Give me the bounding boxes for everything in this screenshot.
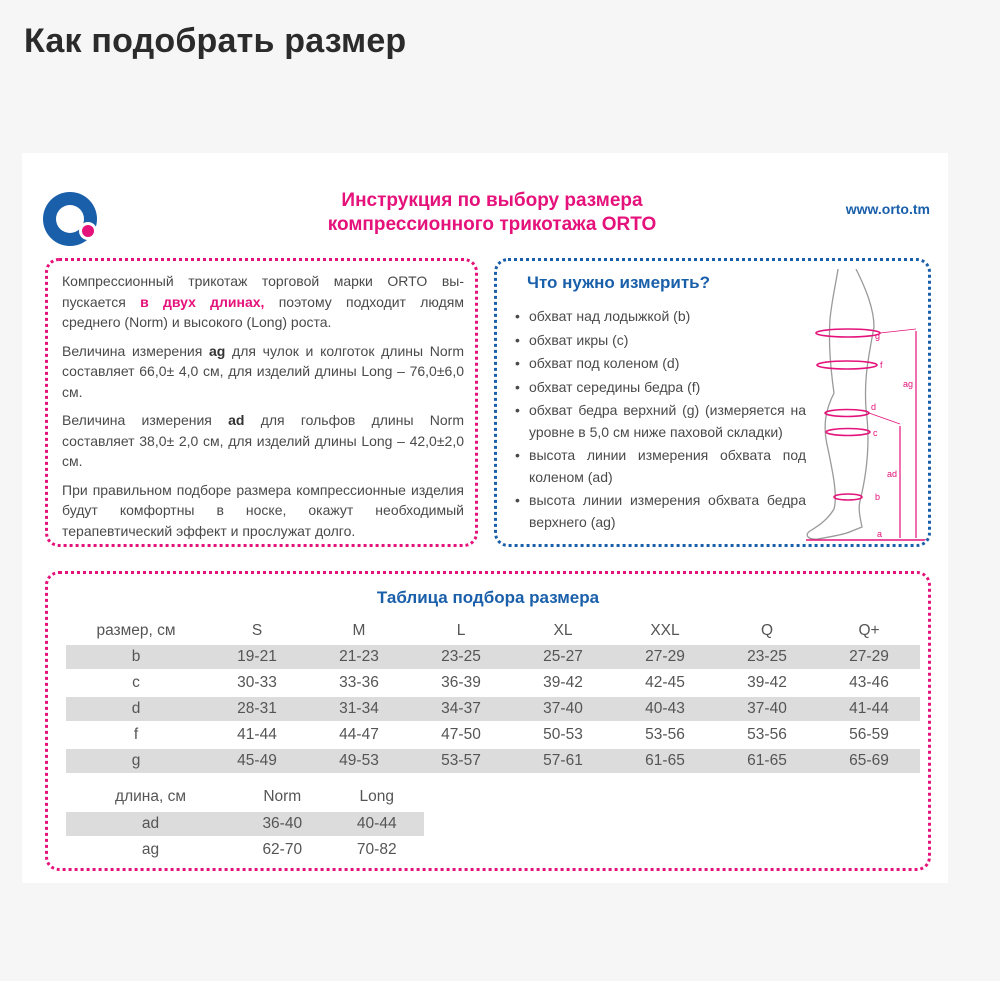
table-cell: 41-44 <box>818 696 920 722</box>
label-a: a <box>877 529 883 539</box>
size-header-cell: Q+ <box>858 621 880 639</box>
measure-list <box>511 306 806 535</box>
table-row <box>66 644 920 670</box>
table-cell: 39-42 <box>512 670 614 696</box>
measure-item: • высота линии измерения обхвата под коленом (ad) <box>511 445 806 488</box>
instruction-title-line1: Инструкция по выбору размера <box>341 190 643 211</box>
measure-box <box>494 258 931 547</box>
table-cell: 61-65 <box>614 748 716 773</box>
length-header-cell: Long <box>359 788 394 805</box>
instruction-title-line2: компрессионного трикотажа ORTO <box>327 214 657 235</box>
intro-text-span: Компрессионный трикотаж торговой марки ORTO выпускается <box>62 273 464 310</box>
length-header-cell: длина, см <box>115 788 186 805</box>
table-cell: 53-57 <box>410 748 512 773</box>
length-table <box>66 784 424 862</box>
table-cell: 21-23 <box>308 644 410 670</box>
size-guide-card <box>22 153 948 883</box>
intro-paragraph <box>62 410 464 472</box>
table-cell: 45-49 <box>206 748 308 773</box>
intro-text-span: для чулок и колготок длины Norm составляет 66,0± 4,0 см, для изделий длины Long – 76,0±6,0 см. <box>62 342 464 400</box>
intro-text-span: для гольфов длины Norm составляет 38,0± 2,0 см, для изделий длины Long – 42,0±2,0 см. <box>62 412 464 469</box>
table-cell: 37-40 <box>716 696 818 722</box>
label-c: c <box>873 428 878 438</box>
table-cell: 49-53 <box>308 748 410 773</box>
table-cell: 61-65 <box>716 748 818 773</box>
intro-paragraph: При правильном подборе размера компрессионные изделия будут комфортны в носке, окажут необходимый терапевтический эффект и прослужат долго. <box>62 481 464 539</box>
intro-highlight: в двух длинах, <box>140 293 265 310</box>
measure-item: • высота линии измерения обхвата бедра верхнего (ag) <box>511 490 806 533</box>
line-d <box>825 410 869 417</box>
line-b <box>834 494 862 500</box>
table-cell: 42-45 <box>614 670 716 696</box>
measure-item: • обхват бедра верхний (g) (измеряется на уровне в 5,0 см ниже паховой складки) <box>511 400 806 443</box>
line-g <box>816 329 880 337</box>
table-cell: g <box>66 748 206 773</box>
length-header-cell: Norm <box>263 788 302 805</box>
size-header-cell: размер, см <box>96 621 176 639</box>
label-b: b <box>875 492 881 502</box>
table-cell: 57-61 <box>512 748 614 773</box>
size-header-cell: S <box>251 621 263 639</box>
intro-paragraph <box>62 341 464 403</box>
table-cell: 44-47 <box>308 722 410 748</box>
measure-item: • обхват икры (с) <box>511 330 806 352</box>
leader-d <box>869 413 900 424</box>
size-header-cell: M <box>352 621 366 639</box>
table-cell: 40-44 <box>330 811 425 837</box>
intro-bold: ad <box>228 412 245 428</box>
intro-paragraph <box>62 271 464 333</box>
table-row <box>66 811 424 837</box>
table-cell: 19-21 <box>206 644 308 670</box>
measure-title: Что нужно измерить? <box>527 273 711 292</box>
size-table <box>66 618 920 773</box>
leg-diagram <box>804 269 928 547</box>
size-header-cell: L <box>456 621 466 639</box>
intro-box <box>45 258 478 547</box>
page-title: Как подобрать размер <box>24 22 407 60</box>
orto-logo-icon <box>42 191 98 247</box>
measure-item: • обхват под коленом (d) <box>511 353 806 375</box>
table-cell: 25-27 <box>512 644 614 670</box>
table-cell: 53-56 <box>716 722 818 748</box>
table-cell: d <box>66 696 206 722</box>
table-cell: 65-69 <box>818 748 920 773</box>
table-cell: 43-46 <box>818 670 920 696</box>
label-g: g <box>875 331 881 341</box>
measure-item: • обхват над лодыжкой (b) <box>511 306 806 328</box>
size-header-cell: Q <box>760 621 774 639</box>
leader-g <box>880 329 916 333</box>
table-cell: 36-40 <box>235 811 329 837</box>
intro-text-span: Величина измерения <box>62 412 229 428</box>
measure-item: • обхват середины бедра (f) <box>511 377 806 399</box>
table-cell: 56-59 <box>818 722 920 748</box>
table-cell: 62-70 <box>235 837 329 862</box>
table-cell: 70-82 <box>330 837 425 862</box>
table-cell: 36-39 <box>410 670 512 696</box>
table-cell: 41-44 <box>206 722 308 748</box>
table-cell: 31-34 <box>308 696 410 722</box>
table-cell: c <box>66 670 206 696</box>
instruction-title <box>232 189 752 237</box>
size-table-header <box>66 618 920 644</box>
label-ad: ad <box>887 469 898 479</box>
table-cell: 27-29 <box>818 644 920 670</box>
label-d: d <box>871 402 877 412</box>
size-table-box <box>45 571 931 871</box>
table-row <box>66 837 424 862</box>
table-cell: 23-25 <box>410 644 512 670</box>
intro-text <box>62 271 464 549</box>
table-row <box>66 748 920 773</box>
table-cell: 27-29 <box>614 644 716 670</box>
table-cell: b <box>66 644 206 670</box>
site-link[interactable]: www.orto.tm <box>845 201 930 217</box>
table-cell: 34-37 <box>410 696 512 722</box>
table-row <box>66 722 920 748</box>
length-table-header <box>66 784 424 811</box>
table-cell: 30-33 <box>206 670 308 696</box>
line-c <box>826 429 870 436</box>
intro-text-span: Величина измерения <box>62 342 210 359</box>
table-cell: 40-43 <box>614 696 716 722</box>
table-cell: 33-36 <box>308 670 410 696</box>
table-row <box>66 696 920 722</box>
table-cell: 28-31 <box>206 696 308 722</box>
table-cell: 47-50 <box>410 722 512 748</box>
label-f: f <box>880 360 883 370</box>
intro-text-span: поэтому подходит людям среднего (Norm) и высокого (Long) роста. <box>62 293 464 330</box>
size-table-title: Таблица подбора размера <box>376 588 600 607</box>
intro-bold: ag <box>209 342 226 359</box>
table-cell: f <box>66 722 206 748</box>
size-header-cell: XL <box>553 621 573 639</box>
table-cell: ag <box>66 837 235 862</box>
table-cell: 23-25 <box>716 644 818 670</box>
label-ag: ag <box>903 379 914 389</box>
table-cell: 39-42 <box>716 670 818 696</box>
table-cell: ad <box>66 811 235 837</box>
table-row <box>66 670 920 696</box>
size-header-cell: XXL <box>650 621 680 639</box>
table-cell: 53-56 <box>614 722 716 748</box>
leg-outline <box>807 269 877 539</box>
table-cell: 37-40 <box>512 696 614 722</box>
table-cell: 50-53 <box>512 722 614 748</box>
